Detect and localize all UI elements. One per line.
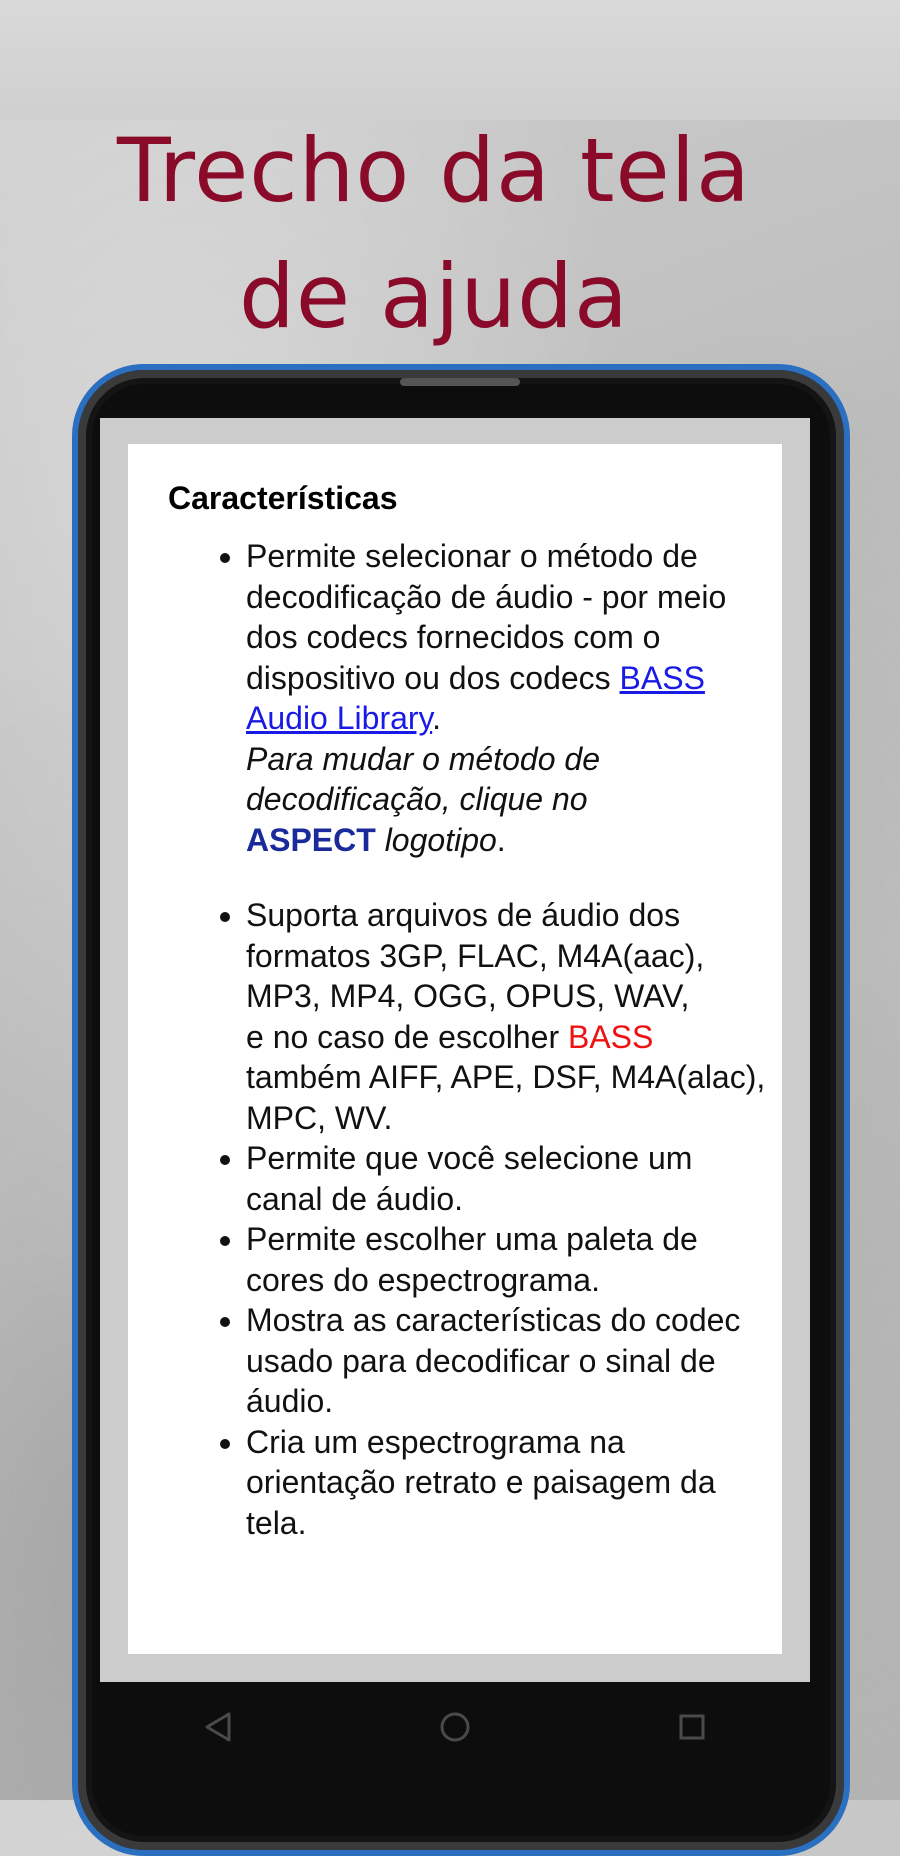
recents-button[interactable] (662, 1697, 722, 1757)
item-italic-text: Para mudar o método de decodificação, clique no (246, 740, 600, 817)
list-item (246, 895, 768, 1138)
promo-headline (0, 108, 868, 360)
list-item: • Cria um espectrograma na orientação retrato e paisagem da tela. (246, 1422, 768, 1544)
item-text: Permite selecionar o método de decodificação de áudio - por meio dos codecs fornecidos com o dispositivo ou dos codecs (246, 538, 727, 696)
phone-screen (100, 418, 810, 1682)
item-text: . (432, 700, 442, 736)
item-text: e no caso de escolher (246, 1018, 568, 1055)
home-button[interactable] (425, 1697, 485, 1757)
background-top-band (0, 0, 900, 120)
help-page (128, 444, 782, 1654)
headline-line-1: Trecho da tela (117, 119, 751, 222)
list-item (246, 536, 768, 860)
list-item: • Mostra as características do codec usado para decodificar o sinal de áudio. (246, 1300, 768, 1422)
back-triangle-icon (203, 1711, 233, 1743)
item-text: Suporta arquivos de áudio dos formatos 3GP, FLAC, M4A(aac), MP3, MP4, OGG, OPUS, WAV, (246, 897, 705, 1014)
item-text: . (496, 821, 506, 858)
bass-highlight-text: BASS (567, 1018, 654, 1055)
features-list (128, 536, 768, 1543)
navigation-bar (100, 1684, 810, 1770)
headline-line-2: de ajuda (239, 245, 629, 348)
back-button[interactable] (188, 1697, 248, 1757)
section-title: Características (168, 480, 398, 516)
item-italic-text: logotipo (384, 821, 497, 858)
aspect-brand-text: ASPECT (246, 821, 376, 858)
home-circle-icon (438, 1710, 472, 1744)
speaker-grille (400, 378, 520, 386)
list-item: • Permite que você selecione um canal de áudio. (246, 1138, 768, 1219)
list-item: • Permite escolher uma paleta de cores do espectrograma. (246, 1219, 768, 1300)
item-text: também AIFF, APE, DSF, M4A(alac), MPC, WV. (246, 1059, 766, 1136)
recents-square-icon (677, 1712, 707, 1742)
bass-library-link[interactable]: BASS Audio Library (246, 659, 705, 736)
